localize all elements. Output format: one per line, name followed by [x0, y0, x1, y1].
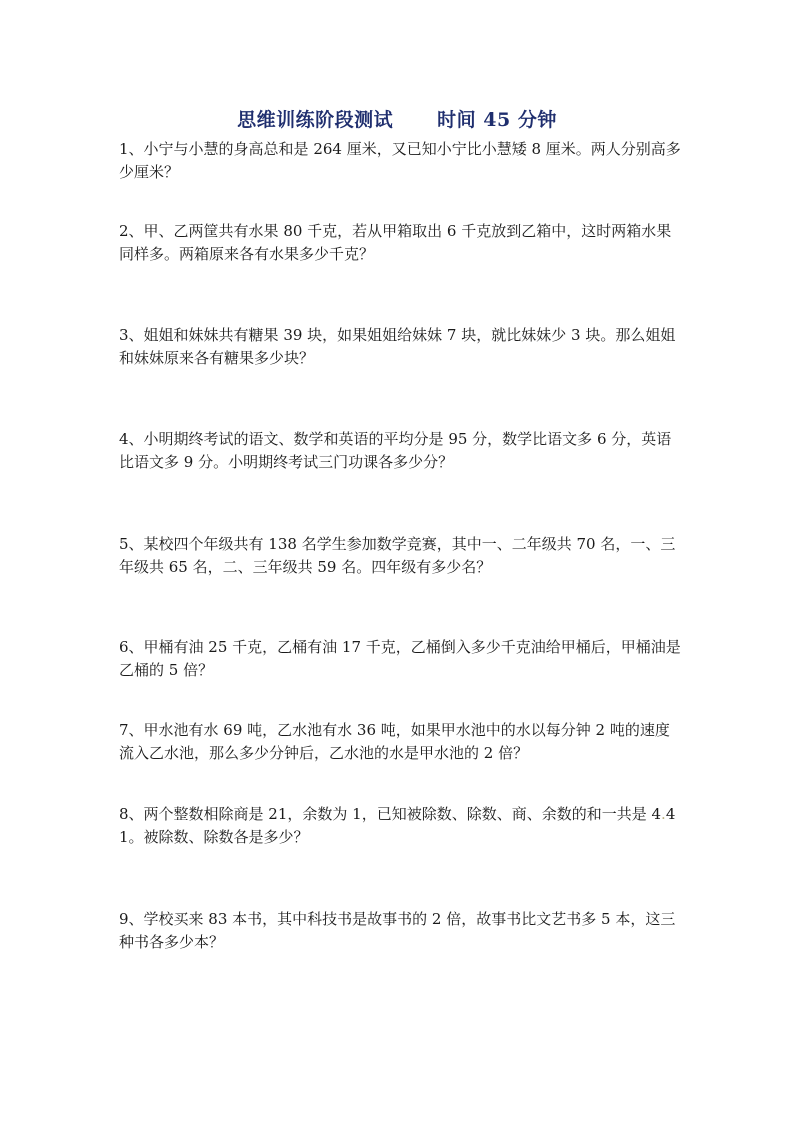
title-time: 时间 45 分钟	[437, 109, 557, 131]
question-8-part1: 8、两个整数相除商是 21，余数为 1，已知被除数、除数、商、余数的和一共是 4	[119, 805, 662, 823]
question-4: 4、小明期终考试的语文、数学和英语的平均分是 95 分，数学比语文多 6 分，英语比语文多 9 分。小明期终考试三门功课各多少分？	[119, 430, 672, 471]
question-9: 9、学校买来 83 本书，其中科技书是故事书的 2 倍，故事书比文艺书多 5 本，这三种书各多少本？	[119, 910, 676, 951]
question-5: 5、某校四个年级共有 138 名学生参加数学竞赛，其中一、二年级共 70 名，一、三年级共 65 名，二、三年级共 59 名。四年级有多少名？	[119, 535, 676, 576]
question-7: 7、甲水池有水 69 吨，乙水池有水 36 吨，如果甲水池中的水以每分钟 2 吨的速度流入乙水池，那么多少分钟后，乙水池的水是甲水池的 2 倍？	[119, 721, 670, 762]
question-1: 1、小宁与小慧的身高总和是 264 厘米，又已知小宁比小慧矮 8 厘米。两人分别高多少厘米？	[119, 140, 681, 181]
question-8	[119, 803, 683, 849]
question-3: 3、姐姐和妹妹共有糖果 39 块，如果姐姐给妹妹 7 块，就比妹妹少 3 块。那么姐姐和妹妹原来各有糖果多少块？	[119, 326, 676, 367]
question-8-part2: 41。被除数、除数各是多少？	[119, 805, 676, 846]
title-main: 思维训练阶段测试	[237, 109, 394, 131]
question-6: 6、甲桶有油 25 千克，乙桶有油 17 千克，乙桶倒入多少千克油给甲桶后，甲桶油是乙桶的 5 倍？	[119, 638, 681, 679]
question-2: 2、甲、乙两筐共有水果 80 千克，若从甲箱取出 6 千克放到乙箱中，这时两箱水果同样多。两箱原来各有水果多少千克？	[119, 222, 672, 263]
page-title	[0, 105, 794, 132]
question-8-mark: .	[661, 805, 666, 823]
